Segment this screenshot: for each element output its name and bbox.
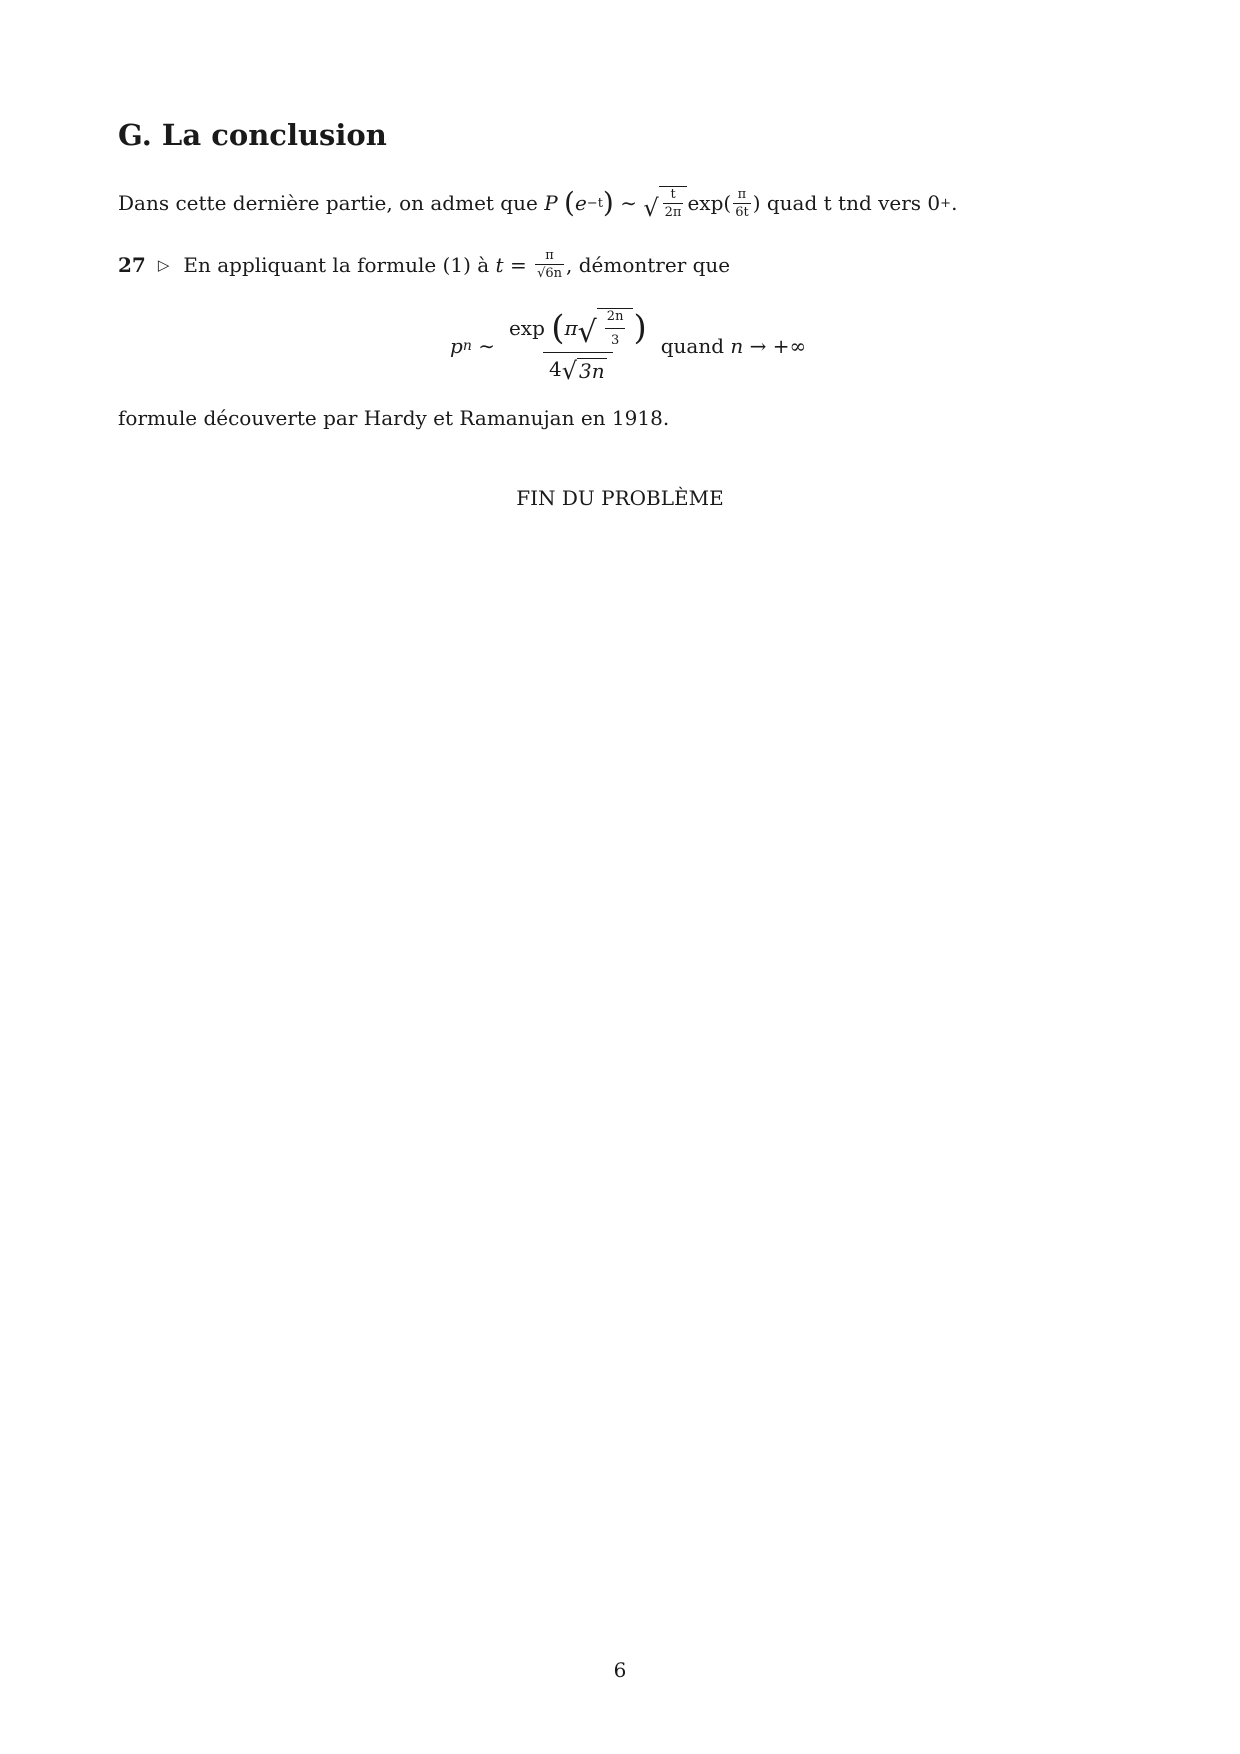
frac-pi-sqrt6n (535, 248, 564, 281)
display-formula (450, 308, 806, 383)
n-var: n (730, 333, 744, 358)
main-frac-num: exp ( π √ $\frac{2n}{3}$ ) (508, 308, 647, 350)
period: . (951, 191, 958, 215)
frac-den: 3 (605, 328, 625, 348)
frac-den: √6n (537, 266, 563, 281)
intro-text: Dans cette dernière partie, on admet que (118, 191, 538, 215)
exponent: −t (586, 195, 603, 211)
sqrt-frac (643, 186, 687, 220)
close-paren-big: ) (602, 186, 614, 219)
frac-num: t (670, 187, 676, 202)
arrow-infinity: → +∞ (749, 333, 807, 358)
question-text: En appliquant la formule (1) à (183, 252, 490, 277)
end-text: FIN DU PROBLÈME (516, 486, 724, 510)
conclusion-text: formule découverte par Hardy et Ramanujan en 1918. (118, 406, 670, 430)
sup-plus: + (940, 195, 952, 211)
frac-den: 6t (735, 204, 749, 220)
frac-num: π (737, 186, 747, 202)
triangle-marker-icon: ▷ (157, 255, 170, 274)
math-P: P (544, 191, 558, 215)
math-e: e (574, 191, 587, 215)
main-fraction (503, 308, 653, 383)
section-title: G. La conclusion (118, 118, 387, 152)
question-text-after: , démontrer que (566, 252, 731, 277)
frac-num: π (545, 248, 554, 263)
radical-icon: √ (561, 357, 578, 385)
equals: = (509, 252, 527, 277)
main-frac-den: 4 √ 3n (543, 352, 613, 383)
frac-t-2pi (663, 187, 684, 220)
intro-line (118, 186, 957, 220)
pi: π (564, 316, 578, 340)
radical-icon: √ (577, 315, 597, 350)
frac-pi-6t (733, 187, 751, 220)
t-var: t (495, 252, 504, 277)
quand-word: quand (660, 333, 725, 358)
open-paren: ( (564, 186, 575, 219)
frac-num: 2n (606, 309, 624, 324)
radical-icon: √ (643, 194, 659, 222)
page-number: 6 (613, 1658, 627, 1682)
lhs-sub: n (462, 337, 472, 354)
exp-word: exp (508, 316, 545, 340)
exp-word: exp( (687, 191, 732, 215)
sim-symbol: ∼ (620, 191, 637, 215)
question-line (118, 248, 730, 281)
sim-symbol: ∼ (478, 333, 495, 358)
lhs: p (450, 333, 463, 358)
frac-den: 2π (664, 205, 682, 220)
trail-text: quad t tnd vers 0 (766, 191, 941, 215)
close-paren: ) (752, 191, 761, 215)
sqrt-2n-3 (578, 308, 634, 348)
question-number: 27 (118, 252, 146, 277)
